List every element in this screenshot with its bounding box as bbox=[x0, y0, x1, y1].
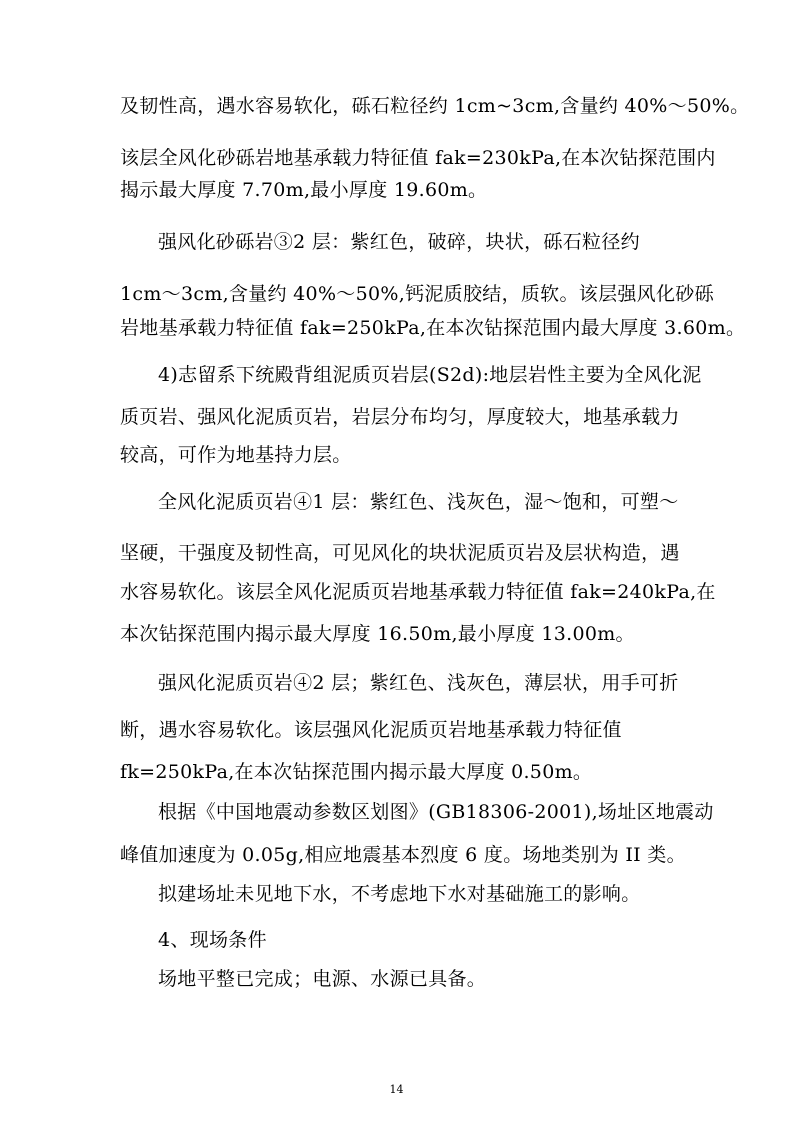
text-line: 较高，可作为地基持力层。 bbox=[120, 444, 352, 466]
text-line: 强风化泥质页岩④2 层；紫红色、浅灰色，薄层状，用手可折 bbox=[158, 672, 679, 694]
text-line: 1cm～3cm,含量约 40%～50%,钙泥质胶结，质软。该层强风化砂砾 bbox=[120, 283, 714, 305]
text-line: 该层全风化砂砾岩地基承载力特征值 fak=230kPa,在本次钻探范围内 bbox=[120, 147, 716, 169]
text-line: 及韧性高，遇水容易软化，砾石粒径约 1cm~3cm,含量约 40%～50%。 bbox=[120, 95, 750, 117]
text-line: 根据《中国地震动参数区划图》(GB18306-2001),场址区地震动 bbox=[158, 801, 714, 823]
text-line: 断，遇水容易软化。该层强风化泥质页岩地基承载力特征值 bbox=[120, 719, 622, 741]
text-line: 坚硬，干强度及韧性高，可见风化的块状泥质页岩及层状构造，遇 bbox=[120, 542, 680, 564]
page-number: 14 bbox=[389, 1083, 404, 1096]
section-heading: 4、现场条件 bbox=[158, 929, 267, 951]
text-line: 拟建场址未见地下水，不考虑地下水对基础施工的影响。 bbox=[158, 883, 641, 905]
text-line: 水容易软化。该层全风化泥质页岩地基承载力特征值 fak=240kPa,在 bbox=[120, 581, 716, 603]
text-line: fk=250kPa,在本次钻探范围内揭示最大厚度 0.50m。 bbox=[120, 761, 593, 783]
text-line: 场地平整已完成；电源、水源已具备。 bbox=[158, 968, 487, 990]
text-line: 岩地基承载力特征值 fak=250kPa,在本次钻探范围内最大厚度 3.60m。 bbox=[120, 317, 746, 339]
text-line: 本次钻探范围内揭示最大厚度 16.50m,最小厚度 13.00m。 bbox=[120, 623, 635, 645]
text-line: 强风化砂砾岩③2 层：紫红色，破碎，块状，砾石粒径约 bbox=[158, 231, 640, 253]
text-line: 全风化泥质页岩④1 层：紫红色、浅灰色，湿～饱和，可塑～ bbox=[158, 491, 679, 513]
text-line: 峰值加速度为 0.05g,相应地震基本烈度 6 度。场地类别为 II 类。 bbox=[120, 844, 686, 866]
text-line: 揭示最大厚度 7.70m,最小厚度 19.60m。 bbox=[120, 179, 488, 201]
text-line: 4)志留系下统殿背组泥质页岩层(S2d):地层岩性主要为全风化泥 bbox=[158, 364, 702, 386]
text-line: 质页岩、强风化泥质页岩，岩层分布均匀，厚度较大，地基承载力 bbox=[120, 406, 680, 428]
